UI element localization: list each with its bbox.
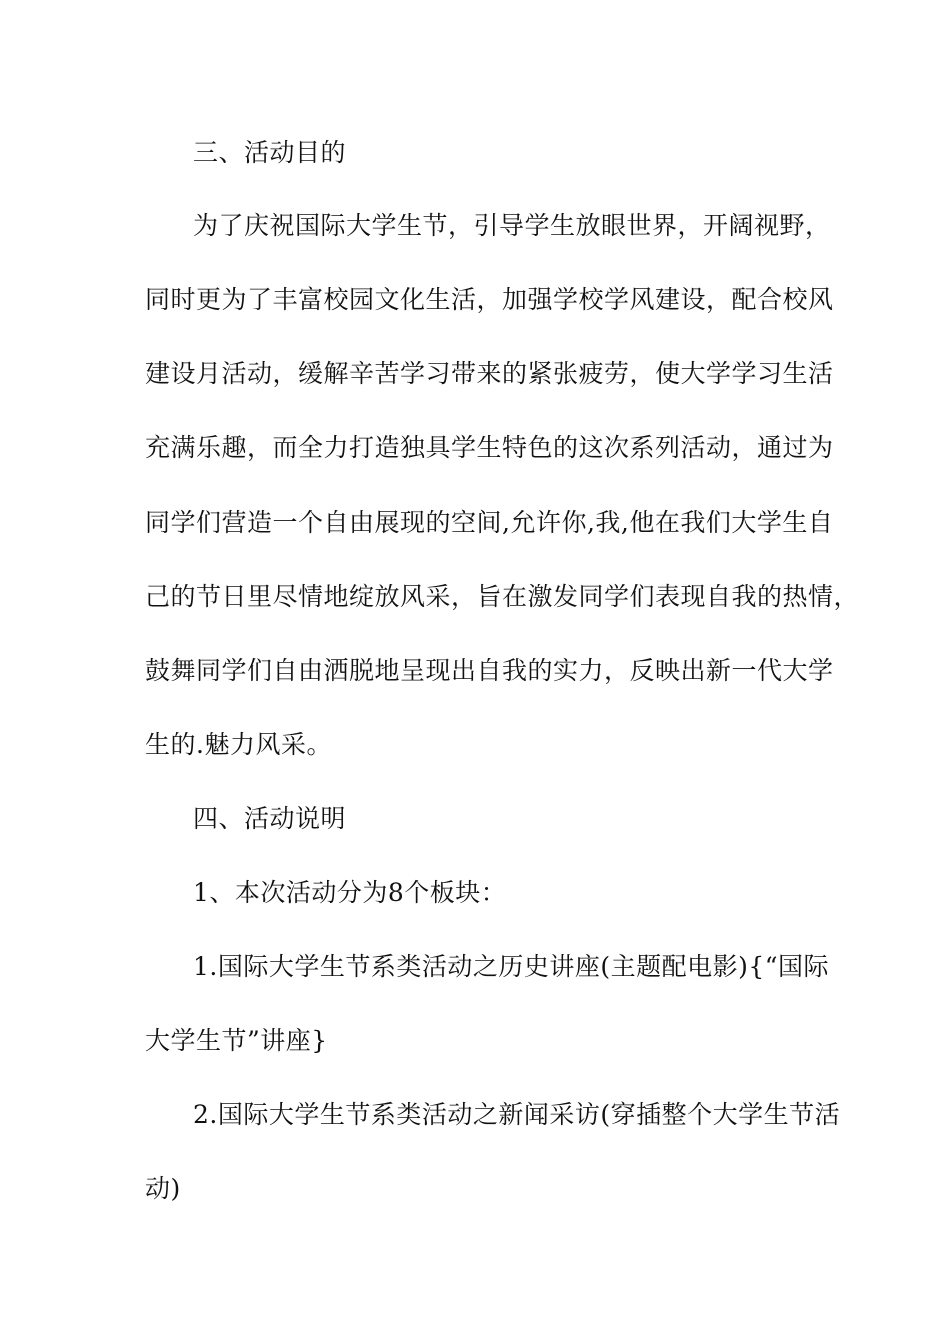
paragraph-line: 己的节日里尽情地绽放风采，旨在激发同学们表现自我的热情， xyxy=(145,582,860,611)
paragraph-line: 同时更为了丰富校园文化生活，加强学校学风建设，配合校风 xyxy=(145,285,834,314)
paragraph-line: 生的.魅力风采。 xyxy=(145,730,332,759)
paragraph-line: 为了庆祝国际大学生节，引导学生放眼世界，开阔视野， xyxy=(193,211,831,240)
list-item-line: 动) xyxy=(145,1174,181,1203)
section-heading-description: 四、活动说明 xyxy=(193,804,347,833)
paragraph-line: 建设月活动，缓解辛苦学习带来的紧张疲劳，使大学学习生活 xyxy=(145,359,834,388)
paragraph-line: 同学们营造一个自由展现的空间,允许你,我,他在我们大学生自 xyxy=(145,508,834,537)
section-intro: 1、本次活动分为8个板块： xyxy=(193,878,507,907)
section-heading-purpose: 三、活动目的 xyxy=(193,138,347,167)
paragraph-line: 充满乐趣，而全力打造独具学生特色的这次系列活动，通过为 xyxy=(145,433,834,462)
list-item-line: 大学生节”讲座} xyxy=(145,1026,328,1055)
paragraph-line: 鼓舞同学们自由洒脱地呈现出自我的实力，反映出新一代大学 xyxy=(145,656,834,685)
list-item-line: 1.国际大学生节系类活动之历史讲座(主题配电影){“国际 xyxy=(193,952,830,981)
list-item-line: 2.国际大学生节系类活动之新闻采访(穿插整个大学生节活 xyxy=(193,1100,841,1129)
